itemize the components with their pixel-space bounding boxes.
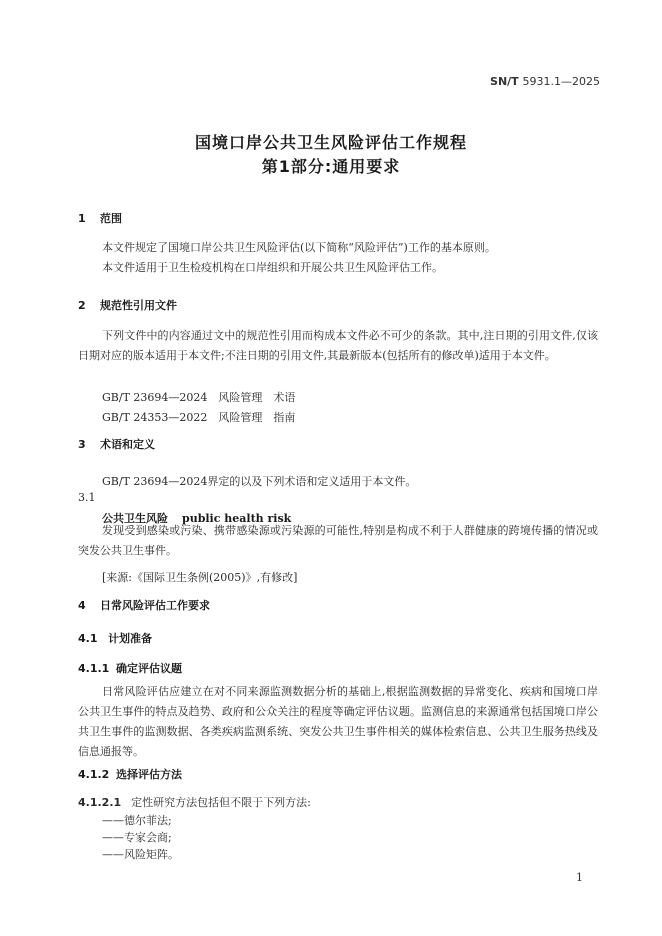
method-list-item: ——专家会商;: [102, 831, 172, 844]
section-title: 规范性引用文件: [100, 299, 177, 312]
section-title: 日常风险评估工作要求: [100, 599, 210, 612]
normative-reference: GB/T 24353—2022 风险管理 指南: [102, 411, 296, 424]
section-1-paragraph-1: 本文件规定了国境口岸公共卫生风险评估(以下简称“风险评估”)工作的基本原则。: [102, 241, 496, 254]
section-title: 范围: [100, 212, 122, 225]
section-number: 4: [78, 599, 86, 612]
subsection-number: 4.1.2: [78, 768, 110, 781]
subsection-4-1-2-heading: [78, 766, 182, 782]
term-english: public health risk: [182, 512, 292, 525]
standard-code: 5931.1—2025: [522, 75, 600, 88]
subsection-title: 确定评估议题: [116, 662, 182, 675]
subsection-number: 4.1.1: [78, 662, 110, 675]
normative-reference: GB/T 23694—2024 风险管理 术语: [102, 391, 296, 404]
page-number: 1: [576, 871, 583, 884]
section-2-paragraph: 下列文件中的内容通过文中的规范性引用而构成本文件必不可少的条款。其中,注日期的引用文件,仅该日期对应的版本适用于本文件;不注日期的引用文件,其最新版本(包括所有的修改单)适用于本文件。: [78, 329, 598, 362]
clause-text: 定性研究方法包括但不限于下列方法:: [131, 796, 311, 809]
section-4-heading: [78, 597, 210, 613]
subsection-4-1-1-paragraph: 日常风险评估应建立在对不同来源监测数据分析的基础上,根据监测数据的异常变化、疾病和国境口岸公共卫生事件的特点及趋势、政府和公众关注的程度等确定评估议题。监测信息的来源通常包括国境口岸公共卫生事件的监测数据、各类疾病监测系统、突发公共卫生事件相关的媒体检索信息、公共卫生服务热线及信息通报等。: [78, 685, 598, 758]
section-number: 1: [78, 212, 86, 225]
clause-4-1-2-1: [78, 794, 311, 810]
section-3-heading: [78, 436, 155, 452]
section-1-paragraph-2: 本文件适用于卫生检疫机构在口岸组织和开展公共卫生风险评估工作。: [102, 261, 443, 274]
section-2-heading: [78, 297, 177, 313]
document-title: 国境口岸公共卫生风险评估工作规程: [194, 133, 467, 152]
term-definition: 发现受到感染或污染、携带感染源或污染源的可能性,特别是构成不利于人群健康的跨境传播的情况或突发公共卫生事件。: [78, 524, 598, 557]
term-chinese: 公共卫生风险: [102, 512, 168, 525]
subsection-title: 计划准备: [108, 632, 152, 645]
term-number: 3.1: [78, 491, 96, 504]
subsection-4-1-heading: [78, 630, 152, 646]
method-list-item: ——德尔菲法;: [102, 814, 172, 827]
standard-number: [490, 75, 600, 88]
subsection-title: 选择评估方法: [116, 768, 182, 781]
section-title: 术语和定义: [100, 438, 155, 451]
subsection-4-1-1-heading: [78, 660, 182, 676]
clause-number: 4.1.2.1: [78, 796, 122, 809]
section-1-heading: [78, 210, 122, 226]
standard-prefix: SN/T: [490, 75, 519, 88]
document-subtitle: 第1部分:通用要求: [261, 157, 401, 176]
terms-intro: GB/T 23694—2024界定的以及下列术语和定义适用于本文件。: [102, 475, 417, 488]
section-number: 2: [78, 299, 86, 312]
method-list-item: ——风险矩阵。: [102, 848, 179, 861]
term-source: [来源:《国际卫生条例(2005)》,有修改]: [102, 571, 298, 584]
section-number: 3: [78, 438, 86, 451]
subsection-number: 4.1: [78, 632, 98, 645]
